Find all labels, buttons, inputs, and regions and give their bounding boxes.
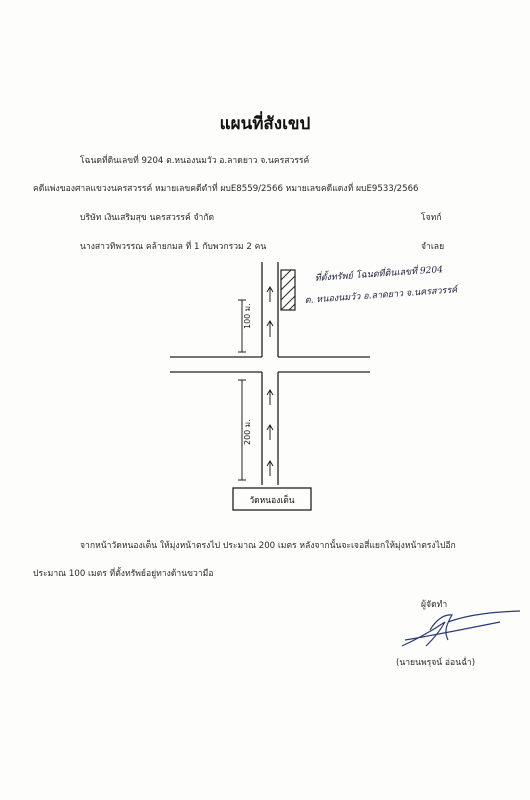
property-note-line1: ที่ตั้งทรัพย์ โฉนดที่ดินเลขที่ 9204 bbox=[314, 265, 444, 284]
defendant-role: จำเลย bbox=[421, 242, 445, 252]
preparer-label: ผู้จัดทำ bbox=[421, 600, 448, 610]
property-note-line2: ต. หนองนมวัว อ.ลาดยาว จ.นครสวรรค์ bbox=[304, 285, 458, 306]
deed-info: โฉนดที่ดินเลขที่ 9204 ต.หนองนมวัว อ.ลาดยาว จ.นครสวรรค์ bbox=[80, 156, 310, 166]
direction-arrows bbox=[267, 287, 273, 476]
page-title: แผนที่สังเขป bbox=[219, 114, 311, 134]
defendant-name: นางสาวทิพวรรณ คล้ายกมล ที่ 1 กับพวกรวม 2 คน bbox=[80, 242, 267, 252]
signature bbox=[402, 611, 520, 646]
temple-label: วัดหนองเต็น bbox=[249, 496, 295, 506]
dimension-100m-label: 100 ม. bbox=[243, 303, 252, 329]
case-info: คดีแพ่งของศาลแขวงนครสวรรค์ หมายเลขคดีดำที่ ผบE8559/2566 หมายเลขคดีแดงที่ ผบE9533/2566 bbox=[33, 184, 419, 194]
plaintiff-role: โจทก์ bbox=[421, 213, 442, 223]
directions-line2: ประมาณ 100 เมตร ที่ตั้งทรัพย์อยู่ทางด้านขวามือ bbox=[33, 569, 214, 579]
preparer-name: (นายนพรุจน์ อ่อนฉ่ำ) bbox=[396, 658, 476, 668]
directions-line1: จากหน้าวัดหนองเต็น ให้มุ่งหน้าตรงไป ประมาณ 200 เมตร หลังจากนั้นจะเจอสี่แยกให้มุ่งหน้าตรงไปอีก bbox=[80, 541, 456, 551]
plaintiff-name: บริษัท เงินเสริมสุข นครสวรรค์ จำกัด bbox=[80, 213, 215, 223]
property-marker bbox=[281, 270, 295, 310]
dimension-200m-label: 200 ม. bbox=[243, 419, 252, 445]
